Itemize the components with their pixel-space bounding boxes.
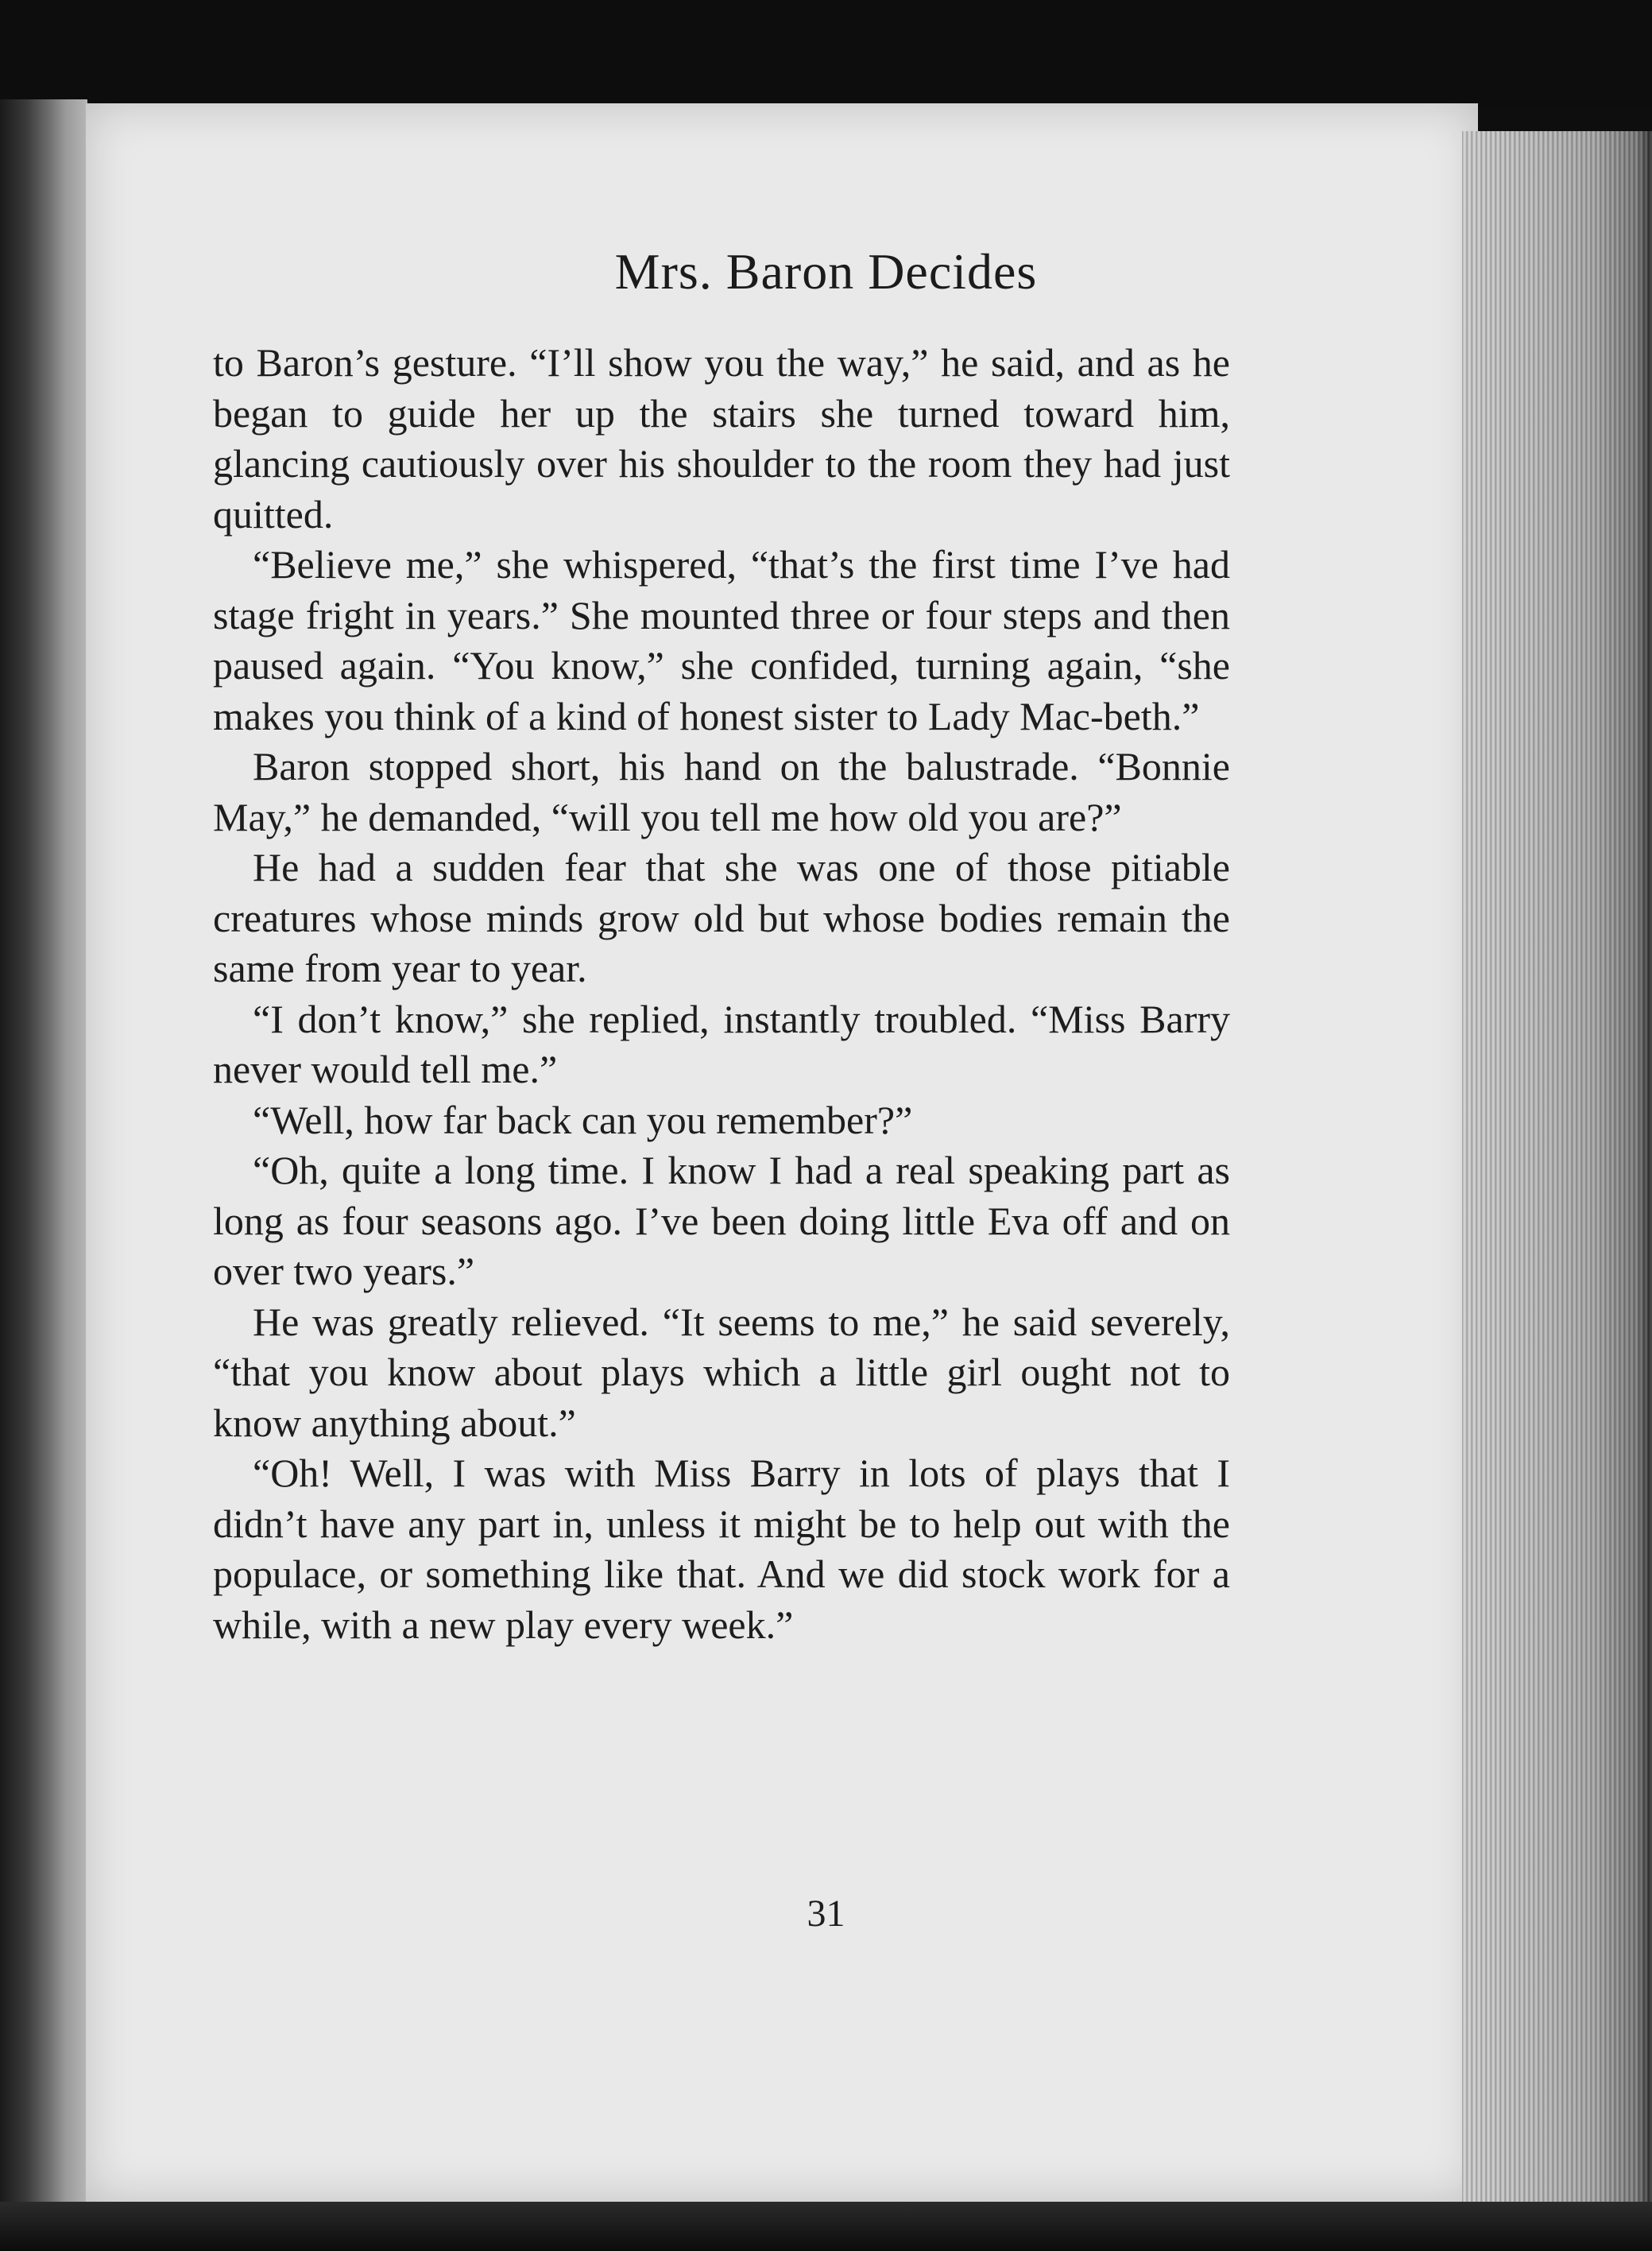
dark-background-top — [0, 0, 1652, 107]
page-number: 31 — [807, 1893, 845, 1935]
running-head-text: Mrs. Baron Decides — [614, 243, 1038, 300]
paragraph: Baron stopped short, his hand on the balustrade. “Bonnie May,” he demanded, “will you tell me how old you are?” — [213, 744, 1230, 839]
paragraph: “I don’t know,” she replied, instantly troubled. “Miss Barry never would tell me.” — [213, 996, 1230, 1091]
paragraph: “Well, how far back can you remember?” — [253, 1097, 913, 1142]
paragraph: He was greatly relieved. “It seems to me,” he said severely, “that you know about plays which a little girl ought not to know anything about.” — [213, 1299, 1230, 1445]
running-head — [0, 242, 1652, 301]
paragraph: He had a sudden fear that she was one of those pitiable creatures whose minds grow old but whose bodies remain the same from year to year. — [213, 845, 1230, 990]
paragraph: “Oh, quite a long time. I know I had a real speaking part as long as four seasons ago. I’ve been doing little Eva off and on over two years.” — [213, 1148, 1230, 1293]
body-text — [213, 338, 1230, 1650]
dark-background-bottom — [0, 2202, 1652, 2251]
facing-page-sliver — [0, 99, 87, 2206]
paragraph: “Oh! Well, I was with Miss Barry in lots of plays that I didn’t have any part in, unless it might be to help out with the populace, or something like that. And we did stock work for a while, with a new play every week.” — [213, 1451, 1230, 1647]
paragraph: to Baron’s gesture. “I’ll show you the way,” he said, and as he began to guide her up the stairs she turned toward him, glancing cautiously over his shoulder to the room they had just quitted. — [213, 340, 1230, 537]
paragraph: “Believe me,” she whispered, “that’s the first time I’ve had stage fright in years.” She mounted three or four steps and then paused again. “You know,” she confided, turning again, “she makes you think of a kind of honest sister to Lady Mac-beth.” — [213, 542, 1230, 738]
